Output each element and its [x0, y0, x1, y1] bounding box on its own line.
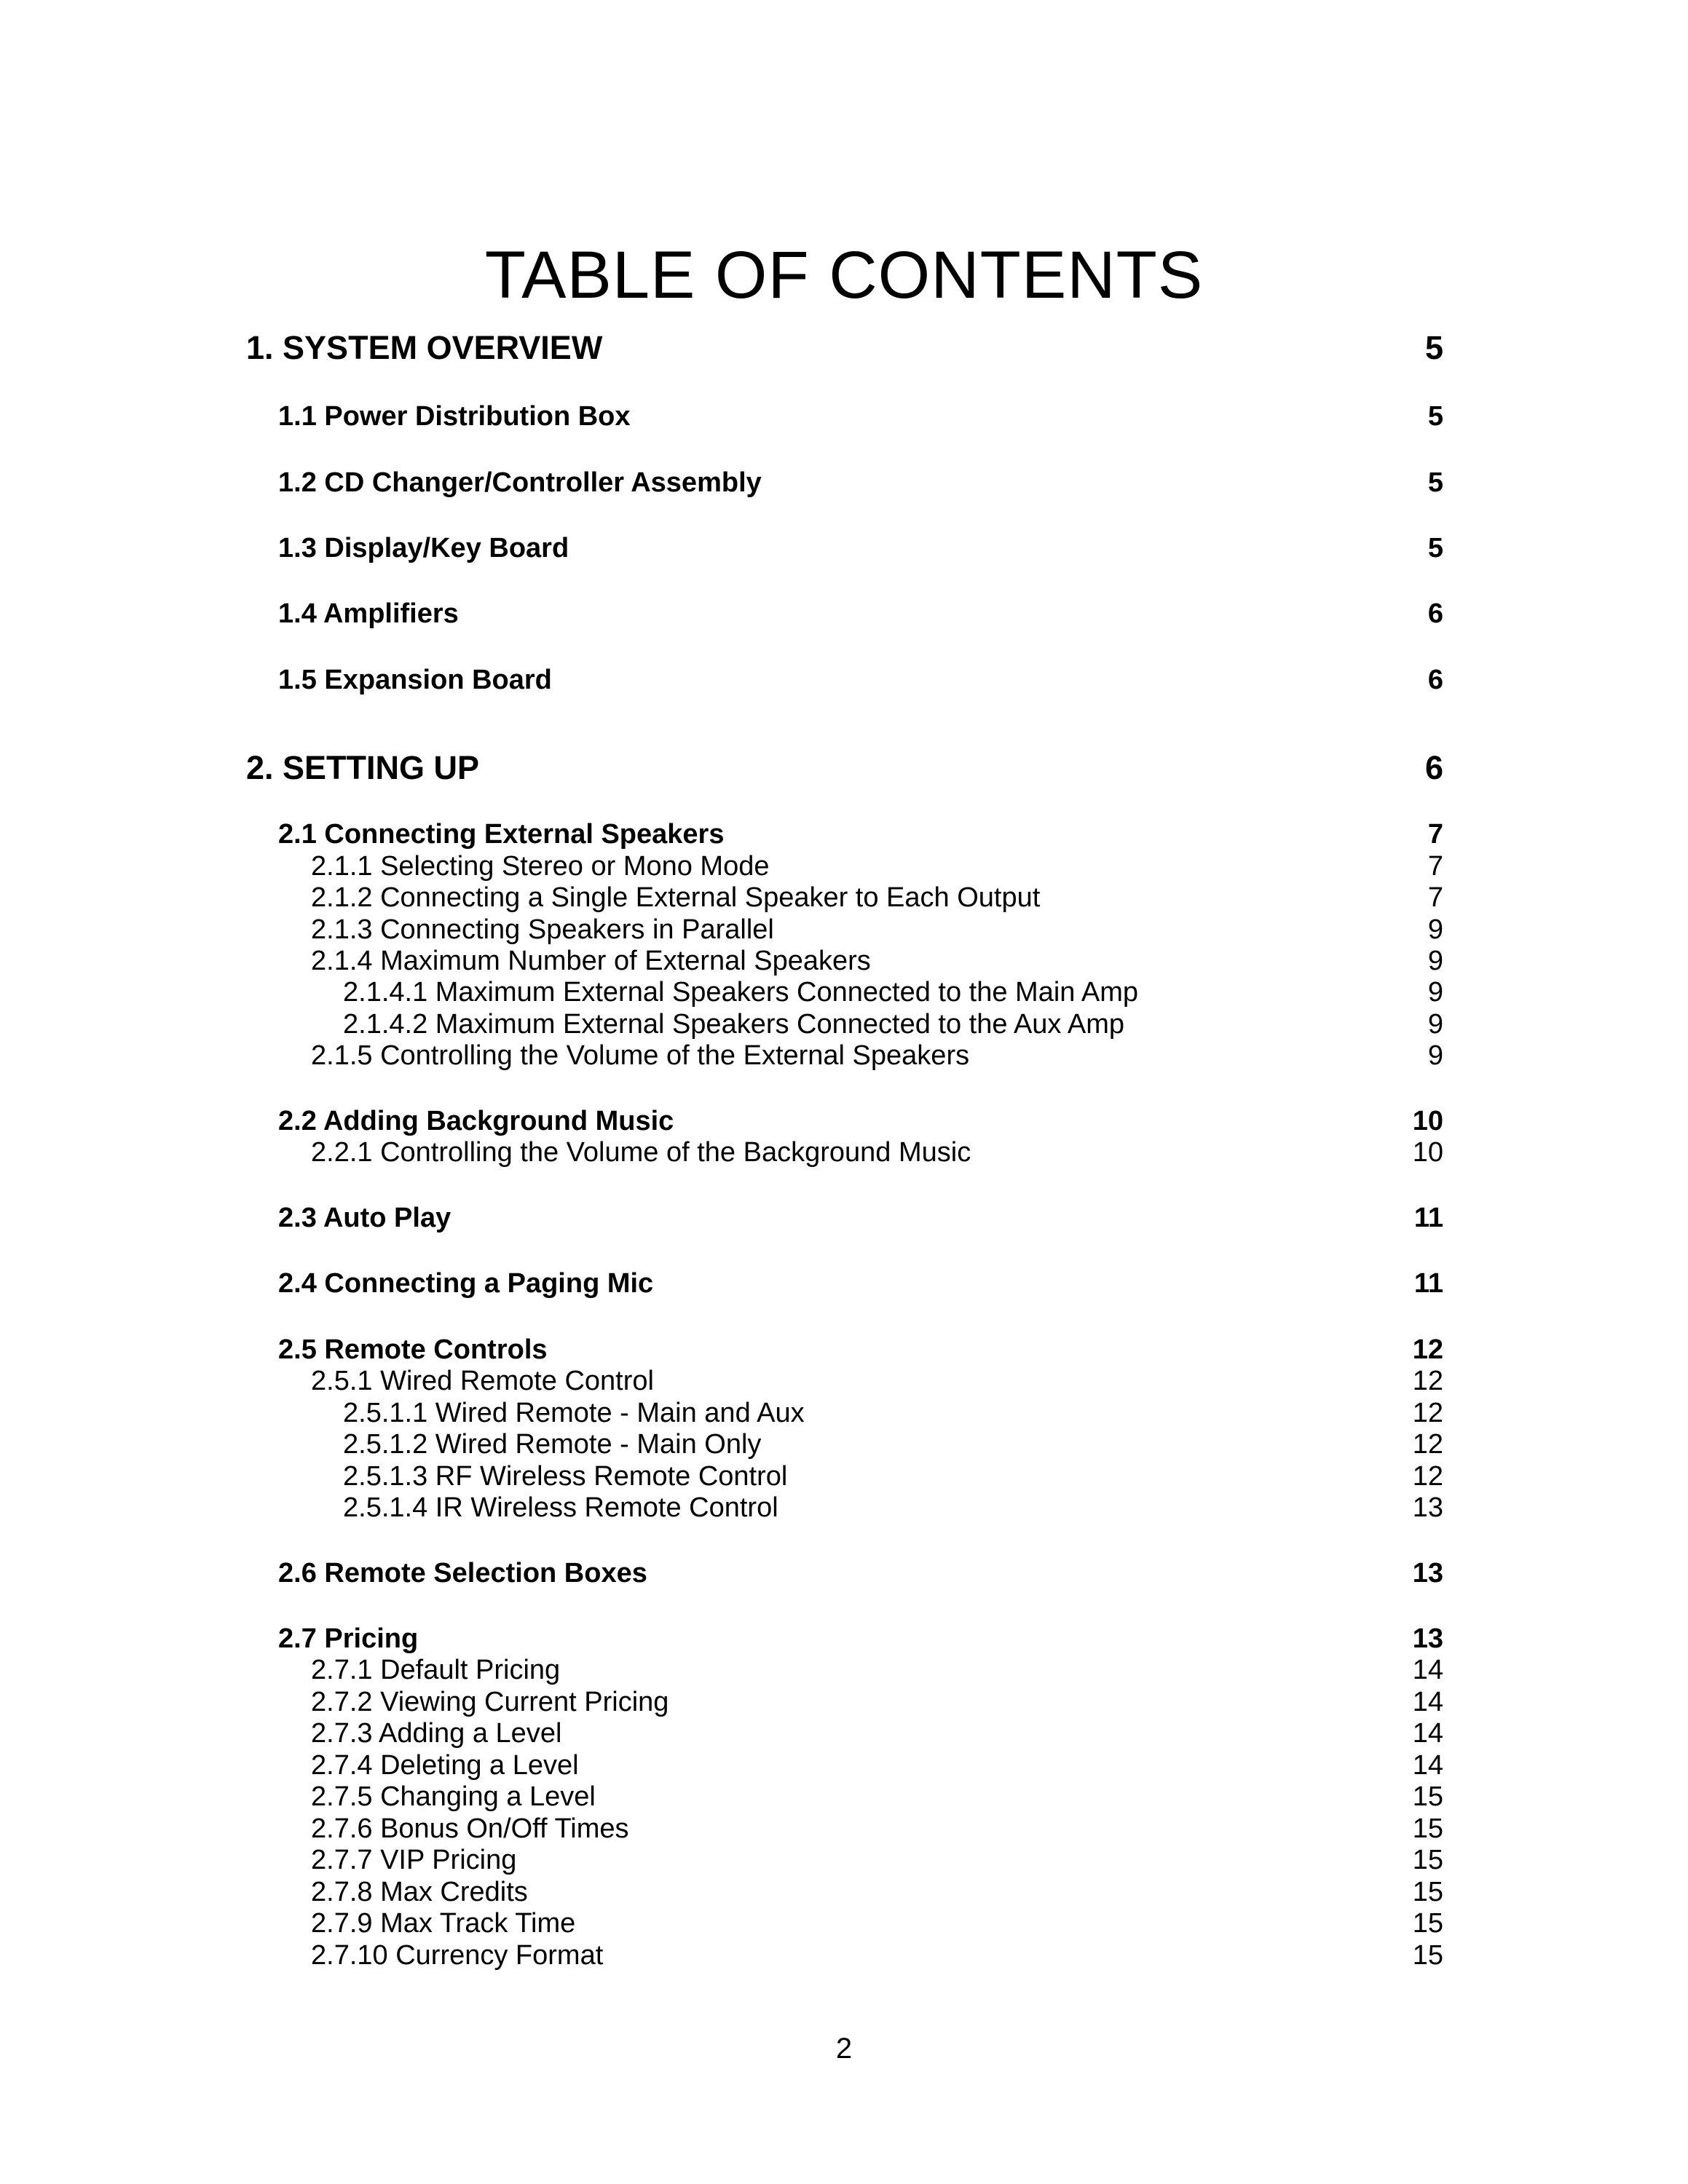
toc-entry-title: 2.7.7 VIP Pricing — [311, 1845, 517, 1875]
toc-entry-title: 1.4 Amplifiers — [278, 598, 459, 629]
toc-entry-level-1 — [0, 748, 1688, 788]
toc-entry-level-3 — [0, 1040, 1688, 1072]
toc-entry-page: 10 — [1412, 1137, 1443, 1168]
toc-entry-level-3 — [0, 1686, 1688, 1718]
toc-entry-page: 15 — [1412, 1813, 1443, 1844]
toc-entry-page: 15 — [1412, 1781, 1443, 1812]
toc-entry-page: 15 — [1412, 1940, 1443, 1971]
toc-entry-title: 2.5.1.2 Wired Remote - Main Only — [343, 1429, 762, 1460]
toc-entry-level-2 — [0, 664, 1688, 696]
toc-entry-page: 14 — [1412, 1750, 1443, 1781]
toc-entry-page: 5 — [1427, 467, 1443, 498]
toc-entry-title: 2.7.1 Default Pricing — [311, 1655, 561, 1685]
toc-entry-title: 2.7.10 Currency Format — [311, 1940, 604, 1971]
toc-entry-page: 9 — [1427, 1009, 1443, 1040]
toc-entry-level-3 — [0, 1781, 1688, 1813]
toc-entry-title: 2.5.1.3 RF Wireless Remote Control — [343, 1461, 788, 1492]
toc-entry-title: 2.3 Auto Play — [278, 1203, 451, 1233]
toc-entry-title: 2.2 Adding Background Music — [278, 1106, 674, 1136]
toc-entry-page: 12 — [1412, 1461, 1443, 1492]
toc-entry-level-3 — [0, 945, 1688, 977]
toc-entry-title: 2.1.1 Selecting Stereo or Mono Mode — [311, 851, 770, 882]
toc-entry-title: 2.1.5 Controlling the Volume of the External Speakers — [311, 1040, 970, 1071]
toc-entry-page: 12 — [1412, 1366, 1443, 1396]
toc-entry-title: 2.7.4 Deleting a Level — [311, 1750, 579, 1781]
toc-entry-page: 14 — [1412, 1718, 1443, 1749]
toc-entry-page: 15 — [1412, 1845, 1443, 1875]
toc-entry-level-3 — [0, 1136, 1688, 1168]
toc-entry-title: 2.7.8 Max Credits — [311, 1877, 528, 1907]
toc-entry-level-4 — [0, 1008, 1688, 1040]
toc-entry-page: 12 — [1412, 1398, 1443, 1428]
toc-entry-page: 9 — [1427, 946, 1443, 976]
toc-entry-page: 10 — [1412, 1106, 1443, 1136]
toc-entry-page: 7 — [1427, 851, 1443, 882]
toc-entry-page: 13 — [1412, 1492, 1443, 1523]
toc-entry-title: 2.7.3 Adding a Level — [311, 1718, 562, 1749]
toc-entry-title: 2.1.4.2 Maximum External Speakers Connected to the Aux Amp — [343, 1009, 1125, 1040]
toc-entry-level-4 — [0, 1492, 1688, 1524]
toc-entry-title: 2. SETTING UP — [246, 749, 480, 786]
toc-entry-title: 2.1.4 Maximum Number of External Speakers — [311, 946, 871, 976]
toc-entry-level-3 — [0, 1939, 1688, 1971]
toc-entry-title: 2.6 Remote Selection Boxes — [278, 1558, 647, 1588]
toc-entry-title: 1.1 Power Distribution Box — [278, 401, 631, 432]
toc-entry-level-2 — [0, 467, 1688, 499]
toc-entry-title: 2.7.9 Max Track Time — [311, 1908, 576, 1939]
toc-entry-page: 7 — [1427, 819, 1443, 850]
toc-entry-title: 1.2 CD Changer/Controller Assembly — [278, 467, 762, 498]
toc-entry-title: 2.5.1.4 IR Wireless Remote Control — [343, 1492, 778, 1523]
toc-entry-level-3 — [0, 882, 1688, 914]
toc-entry-page: 6 — [1424, 749, 1443, 786]
toc-entry-page: 13 — [1412, 1558, 1443, 1588]
toc-entry-level-4 — [0, 976, 1688, 1008]
toc-entry-page: 9 — [1427, 914, 1443, 945]
toc-entry-title: 2.4 Connecting a Paging Mic — [278, 1268, 654, 1299]
toc-entry-level-3 — [0, 1717, 1688, 1749]
toc-entry-title: 1.5 Expansion Board — [278, 665, 552, 695]
toc-entry-page: 7 — [1427, 882, 1443, 913]
toc-entry-title: 1. SYSTEM OVERVIEW — [246, 329, 603, 366]
toc-entry-level-2 — [0, 532, 1688, 564]
toc-entry-level-2 — [0, 598, 1688, 630]
toc-entry-title: 2.7.2 Viewing Current Pricing — [311, 1687, 669, 1717]
toc-entry-level-2 — [0, 1623, 1688, 1655]
toc-entry-title: 2.5 Remote Controls — [278, 1334, 548, 1365]
toc-entry-level-3 — [0, 914, 1688, 946]
toc-entry-title: 2.1.4.1 Maximum External Speakers Connected to the Main Amp — [343, 977, 1138, 1008]
page-number: 2 — [835, 2033, 853, 2065]
toc-entry-title: 2.5.1.1 Wired Remote - Main and Aux — [343, 1398, 805, 1428]
toc-entry-page: 11 — [1413, 1203, 1443, 1233]
toc-entry-title: 2.1 Connecting External Speakers — [278, 819, 725, 850]
toc-entry-page: 12 — [1412, 1429, 1443, 1460]
toc-entry-page: 14 — [1412, 1655, 1443, 1685]
toc-entry-page: 15 — [1412, 1908, 1443, 1939]
toc-entry-title: 2.7.5 Changing a Level — [311, 1781, 596, 1812]
toc-entry-page: 13 — [1412, 1623, 1443, 1654]
toc-entry-level-4 — [0, 1397, 1688, 1429]
toc-entry-page: 5 — [1424, 329, 1443, 366]
toc-entry-page: 5 — [1427, 533, 1443, 563]
toc-entry-level-2 — [0, 1334, 1688, 1366]
toc-entry-page: 11 — [1413, 1268, 1443, 1299]
toc-entry-page: 12 — [1412, 1334, 1443, 1365]
toc-entry-level-2 — [0, 818, 1688, 850]
toc-entry-level-3 — [0, 1654, 1688, 1686]
toc-entry-level-3 — [0, 1876, 1688, 1908]
toc-entry-level-2 — [0, 1105, 1688, 1137]
toc-entry-level-2 — [0, 400, 1688, 432]
toc-entry-title: 1.3 Display/Key Board — [278, 533, 569, 563]
toc-entry-page: 15 — [1412, 1877, 1443, 1907]
toc-entry-page: 9 — [1427, 977, 1443, 1008]
toc-entry-level-4 — [0, 1428, 1688, 1460]
toc-entry-title: 2.5.1 Wired Remote Control — [311, 1366, 654, 1396]
toc-entry-level-2 — [0, 1267, 1688, 1299]
toc-entry-page: 6 — [1427, 598, 1443, 629]
page-title: TABLE OF CONTENTS — [484, 237, 1204, 312]
toc-entry-level-3 — [0, 1749, 1688, 1781]
toc-entry-level-3 — [0, 1365, 1688, 1397]
toc-entry-title: 2.1.3 Connecting Speakers in Parallel — [311, 914, 774, 945]
toc-entry-level-2 — [0, 1202, 1688, 1234]
toc-entry-title: 2.1.2 Connecting a Single External Speaker to Each Output — [311, 882, 1041, 913]
toc-entry-level-3 — [0, 850, 1688, 882]
toc-entry-title: 2.7 Pricing — [278, 1623, 419, 1654]
toc-entry-page: 6 — [1427, 665, 1443, 695]
toc-entry-level-4 — [0, 1460, 1688, 1492]
toc-entry-level-3 — [0, 1907, 1688, 1939]
toc-entry-title: 2.7.6 Bonus On/Off Times — [311, 1813, 629, 1844]
toc-entry-page: 14 — [1412, 1687, 1443, 1717]
toc-entry-level-3 — [0, 1813, 1688, 1845]
toc-entry-title: 2.2.1 Controlling the Volume of the Background Music — [311, 1137, 971, 1168]
toc-entry-level-1 — [0, 328, 1688, 368]
toc-entry-page: 5 — [1427, 401, 1443, 432]
toc-entry-level-2 — [0, 1557, 1688, 1589]
toc-entry-page: 9 — [1427, 1040, 1443, 1071]
toc-entry-level-3 — [0, 1844, 1688, 1876]
